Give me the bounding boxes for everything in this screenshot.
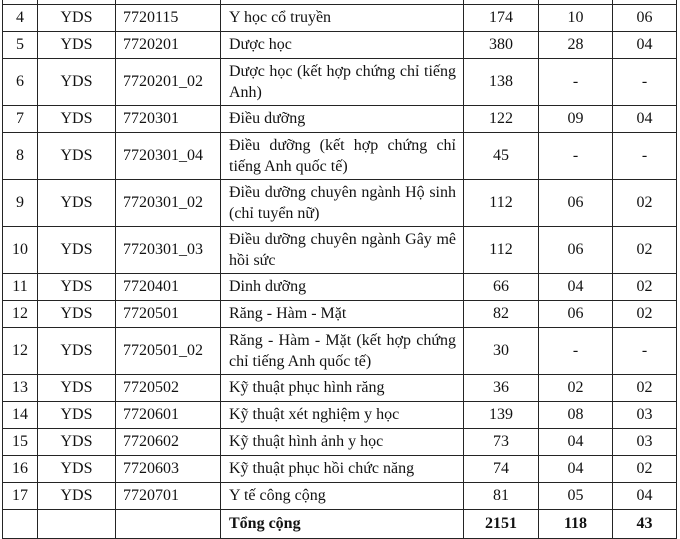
cell-stt: 8 bbox=[3, 132, 38, 179]
cell-major-code: 7720115 bbox=[116, 4, 221, 31]
cell-stt: 17 bbox=[3, 482, 38, 509]
cell-count-3: 02 bbox=[613, 300, 677, 327]
cell-school-code: YDS bbox=[38, 132, 116, 179]
cell-stt: 12 bbox=[3, 300, 38, 327]
cell-major-name: Điều dưỡng chuyên ngành Gây mê hồi sức bbox=[221, 226, 464, 273]
cell-major-name: Điều dưỡng (kết hợp chứng chỉ tiếng Anh quốc tế) bbox=[221, 132, 464, 179]
cell-stt: 7 bbox=[3, 105, 38, 132]
cell-school-code bbox=[38, 509, 116, 538]
cell-count-2: - bbox=[539, 327, 613, 374]
table-row bbox=[3, 4, 677, 31]
cell-count-2: 04 bbox=[539, 273, 613, 300]
cell-major-code: 7720501_02 bbox=[116, 327, 221, 374]
cell-school-code: YDS bbox=[38, 58, 116, 105]
table-body bbox=[3, 0, 677, 538]
cell-quota: 112 bbox=[464, 179, 539, 226]
cell-major-code: 7720301 bbox=[116, 105, 221, 132]
cell-major-name: Răng - Hàm - Mặt bbox=[221, 300, 464, 327]
cell-major-name: Dược học bbox=[221, 31, 464, 58]
cell-stt: 6 bbox=[3, 58, 38, 105]
cell-major-code: 7720601 bbox=[116, 401, 221, 428]
cell-school-code: YDS bbox=[38, 4, 116, 31]
cell-quota: 30 bbox=[464, 327, 539, 374]
cell-count-3: 02 bbox=[613, 226, 677, 273]
cell-stt: 14 bbox=[3, 401, 38, 428]
cell-stt: 15 bbox=[3, 428, 38, 455]
cell-count-2: 08 bbox=[539, 401, 613, 428]
cell-count-3: 02 bbox=[613, 374, 677, 401]
cell-quota: 45 bbox=[464, 132, 539, 179]
cell-count-2: 28 bbox=[539, 31, 613, 58]
cell-count-3: 02 bbox=[613, 455, 677, 482]
cell-stt: 10 bbox=[3, 226, 38, 273]
cell-quota: 174 bbox=[464, 4, 539, 31]
cell-major-name: Điều dưỡng bbox=[221, 105, 464, 132]
cell-major-code: 7720201 bbox=[116, 31, 221, 58]
cell-major-code: 7720502 bbox=[116, 374, 221, 401]
cell-stt: 12 bbox=[3, 327, 38, 374]
cell-count-2: 10 bbox=[539, 4, 613, 31]
table-row bbox=[3, 273, 677, 300]
table-row bbox=[3, 327, 677, 374]
cell-major-name: Dinh dưỡng bbox=[221, 273, 464, 300]
cell-quota: 380 bbox=[464, 31, 539, 58]
cell-major-code: 7720301_03 bbox=[116, 226, 221, 273]
cell-school-code: YDS bbox=[38, 31, 116, 58]
cell-major-name: Điều dưỡng chuyên ngành Hộ sinh (chỉ tuyển nữ) bbox=[221, 179, 464, 226]
table-row bbox=[3, 105, 677, 132]
cell-school-code: YDS bbox=[38, 327, 116, 374]
cell-count-3: - bbox=[613, 132, 677, 179]
cell-school-code: YDS bbox=[38, 482, 116, 509]
cell-count-2: - bbox=[539, 58, 613, 105]
cell-school-code: YDS bbox=[38, 455, 116, 482]
cell-count-2: 09 bbox=[539, 105, 613, 132]
table-row bbox=[3, 179, 677, 226]
cell-school-code: YDS bbox=[38, 105, 116, 132]
cell-quota: 112 bbox=[464, 226, 539, 273]
cell-major-name: Răng - Hàm - Mặt (kết hợp chứng chỉ tiếng Anh quốc tế) bbox=[221, 327, 464, 374]
cell-school-code: YDS bbox=[38, 428, 116, 455]
cell-quota: 138 bbox=[464, 58, 539, 105]
cell-quota: 139 bbox=[464, 401, 539, 428]
cell-count-2: - bbox=[539, 132, 613, 179]
cell-major-name: Kỹ thuật phục hình răng bbox=[221, 374, 464, 401]
cell-count-2: 118 bbox=[539, 509, 613, 538]
cell-major-code: 7720201_02 bbox=[116, 58, 221, 105]
cell-count-3: 04 bbox=[613, 105, 677, 132]
table-row bbox=[3, 482, 677, 509]
cell-major-name: Kỹ thuật xét nghiệm y học bbox=[221, 401, 464, 428]
cell-major-code bbox=[116, 509, 221, 538]
cell-major-name: Kỹ thuật hình ảnh y học bbox=[221, 428, 464, 455]
table-row bbox=[3, 132, 677, 179]
cell-quota: 2151 bbox=[464, 509, 539, 538]
cell-count-3: 02 bbox=[613, 273, 677, 300]
cell-school-code: YDS bbox=[38, 374, 116, 401]
cell-major-code: 7720603 bbox=[116, 455, 221, 482]
cell-count-2: 05 bbox=[539, 482, 613, 509]
cell-count-3: - bbox=[613, 327, 677, 374]
cell-count-3: 04 bbox=[613, 31, 677, 58]
cell-major-name: Y tế công cộng bbox=[221, 482, 464, 509]
table-row bbox=[3, 401, 677, 428]
cell-quota: 73 bbox=[464, 428, 539, 455]
cell-quota: 36 bbox=[464, 374, 539, 401]
cell-school-code: YDS bbox=[38, 179, 116, 226]
table-row bbox=[3, 374, 677, 401]
cell-count-3: 02 bbox=[613, 179, 677, 226]
cell-major-name: Y học cổ truyền bbox=[221, 4, 464, 31]
cell-count-2: 02 bbox=[539, 374, 613, 401]
cell-major-code: 7720501 bbox=[116, 300, 221, 327]
table-row bbox=[3, 300, 677, 327]
table-row bbox=[3, 226, 677, 273]
cell-stt: 4 bbox=[3, 4, 38, 31]
cell-count-2: 06 bbox=[539, 300, 613, 327]
cell-stt: 11 bbox=[3, 273, 38, 300]
cell-total-label: Tổng cộng bbox=[221, 509, 464, 538]
cell-major-code: 7720301_04 bbox=[116, 132, 221, 179]
cell-major-name: Dược học (kết hợp chứng chỉ tiếng Anh) bbox=[221, 58, 464, 105]
cell-stt: 9 bbox=[3, 179, 38, 226]
cell-quota: 66 bbox=[464, 273, 539, 300]
cell-school-code: YDS bbox=[38, 401, 116, 428]
cell-count-3: 03 bbox=[613, 428, 677, 455]
cell-count-2: 04 bbox=[539, 428, 613, 455]
cell-major-code: 7720602 bbox=[116, 428, 221, 455]
table-row-total bbox=[3, 509, 677, 538]
cell-stt: 16 bbox=[3, 455, 38, 482]
cell-count-2: 06 bbox=[539, 179, 613, 226]
cell-quota: 122 bbox=[464, 105, 539, 132]
cell-count-2: 06 bbox=[539, 226, 613, 273]
admissions-table bbox=[2, 0, 677, 539]
cell-stt: 5 bbox=[3, 31, 38, 58]
cell-stt: 13 bbox=[3, 374, 38, 401]
cell-quota: 74 bbox=[464, 455, 539, 482]
cell-count-3: 43 bbox=[613, 509, 677, 538]
cell-school-code: YDS bbox=[38, 273, 116, 300]
cell-school-code: YDS bbox=[38, 226, 116, 273]
cell-count-3: - bbox=[613, 58, 677, 105]
cell-count-2: 04 bbox=[539, 455, 613, 482]
cell-count-3: 04 bbox=[613, 482, 677, 509]
cell-major-code: 7720301_02 bbox=[116, 179, 221, 226]
cell-major-code: 7720401 bbox=[116, 273, 221, 300]
table-row bbox=[3, 58, 677, 105]
cell-quota: 81 bbox=[464, 482, 539, 509]
cell-major-name: Kỹ thuật phục hồi chức năng bbox=[221, 455, 464, 482]
cell-stt bbox=[3, 509, 38, 538]
table-row bbox=[3, 455, 677, 482]
cell-count-3: 06 bbox=[613, 4, 677, 31]
cell-major-code: 7720701 bbox=[116, 482, 221, 509]
table-row bbox=[3, 428, 677, 455]
cell-quota: 82 bbox=[464, 300, 539, 327]
cell-school-code: YDS bbox=[38, 300, 116, 327]
table-row bbox=[3, 31, 677, 58]
cell-count-3: 03 bbox=[613, 401, 677, 428]
